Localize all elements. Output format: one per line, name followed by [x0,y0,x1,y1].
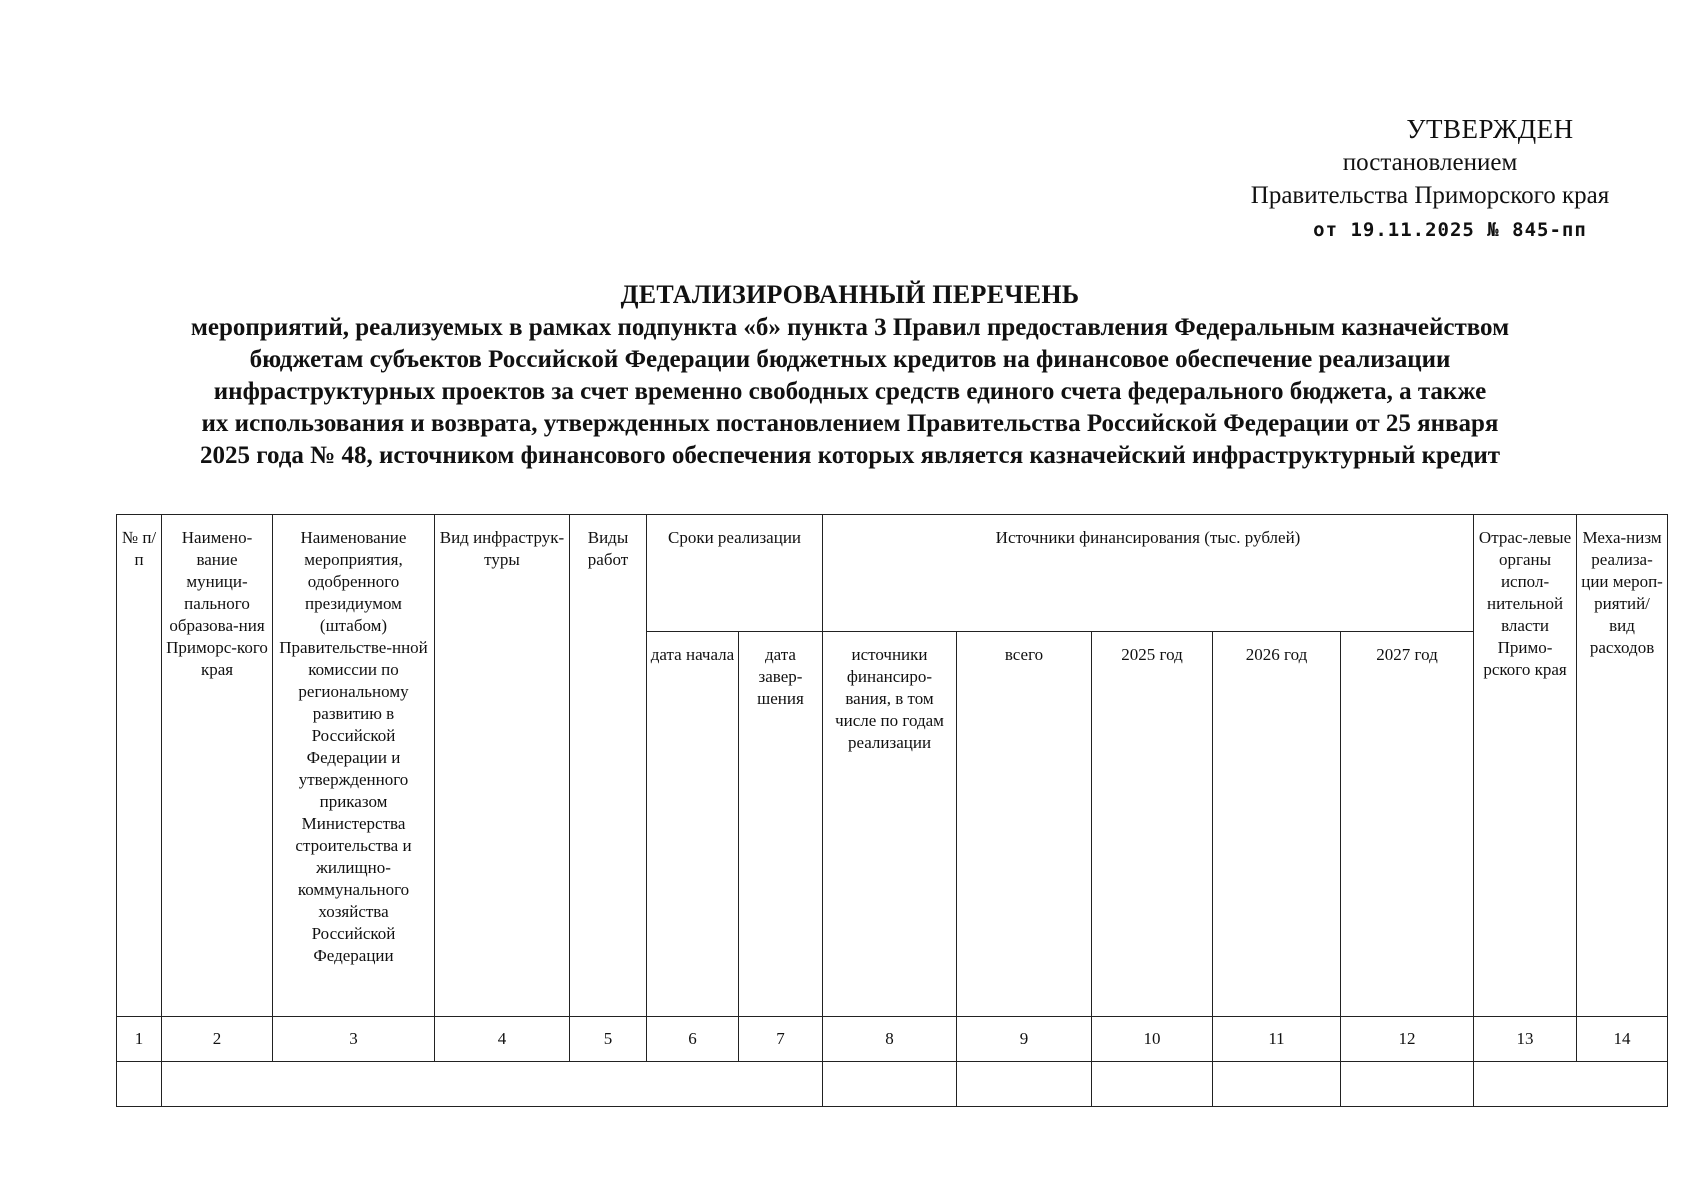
empty-merged-cell [162,1062,823,1107]
empty-cell [823,1062,957,1107]
document-subtitle-line: их использования и возврата, утвержденных постановлением Правительства Российской Федерации от 25 января [201,410,1499,437]
approval-line-2: Правительства Приморского края [1250,182,1610,209]
document-heading [130,278,1570,472]
document-subtitle-line: инфраструктурных проектов за счет временно свободных средств единого счета федерального бюджета, а также [213,378,1487,405]
header-cell-sources-group: Источники финансирования (тыс. рублей) [823,515,1474,632]
column-number: 2 [162,1017,273,1062]
empty-cell [1213,1062,1341,1107]
header-cell-start-date: дата начала [647,632,739,1017]
column-number: 11 [1213,1017,1341,1062]
header-cell-funding-sources: источники финансиро-вания, в том числе по годам реализации [823,632,957,1017]
header-cell-year-2026: 2026 год [1213,632,1341,1017]
header-cell-work-types: Виды работ [570,515,647,1017]
header-cell-total: всего [957,632,1092,1017]
header-cell-infrastructure-type: Вид инфраструк-туры [435,515,570,1017]
header-cell-mechanism: Меха-низм реализа-ции мероп-риятий/ вид расходов [1577,515,1668,1017]
empty-cell [117,1062,162,1107]
table-empty-row [117,1062,1668,1107]
header-cell-terms-group: Сроки реализации [647,515,823,632]
column-number: 4 [435,1017,570,1062]
column-number: 3 [273,1017,435,1062]
document-title: ДЕТАЛИЗИРОВАННЫЙ ПЕРЕЧЕНЬ [620,280,1080,309]
header-cell-measure-name: Наименование мероприятия, одобренного президиумом (штабом) Правительстве-нной комиссии по региональному развитию в Российской Федерации и утвержденного приказом Министерства строительства и жилищно-коммунального хозяйства Российской Федерации [273,515,435,1017]
approval-title: УТВЕРЖДЕН [1406,114,1574,144]
approval-stamp [1180,113,1680,247]
header-cell-year-2027: 2027 год [1341,632,1474,1017]
measures-table [116,514,1668,1107]
empty-cell [1092,1062,1213,1107]
empty-merged-cell [1474,1062,1668,1107]
column-number: 5 [570,1017,647,1062]
header-cell-executive-bodies: Отрас-левые органы испол-нительной власти Примо-рского края [1474,515,1577,1017]
header-cell-end-date: дата завер-шения [739,632,823,1017]
header-cell-year-2025: 2025 год [1092,632,1213,1017]
column-number: 1 [117,1017,162,1062]
column-number: 10 [1092,1017,1213,1062]
header-cell-number: № п/п [117,515,162,1017]
column-number-row [117,1017,1668,1062]
column-number: 6 [647,1017,739,1062]
document-subtitle-line: бюджетам субъектов Российской Федерации бюджетных кредитов на финансовое обеспечение реализации [249,346,1451,373]
document-subtitle-line: мероприятий, реализуемых в рамках подпункта «б» пункта 3 Правил предоставления Федеральным казначейством [190,314,1510,341]
empty-cell [957,1062,1092,1107]
column-number: 7 [739,1017,823,1062]
header-cell-municipality: Наимено-вание муници-пального образова-ния Приморс-кого края [162,515,273,1017]
column-number: 13 [1474,1017,1577,1062]
column-number: 14 [1577,1017,1668,1062]
column-number: 12 [1341,1017,1474,1062]
document-subtitle-line: 2025 года № 48, источником финансового обеспечения которых является казначейский инфраструктурный кредит [199,442,1501,469]
approval-line-1: постановлением [1342,149,1518,176]
column-number: 8 [823,1017,957,1062]
empty-cell [1341,1062,1474,1107]
column-number: 9 [957,1017,1092,1062]
approval-date: от 19.11.2025 № 845-пп [1313,219,1587,241]
table-header-row [117,515,1668,632]
